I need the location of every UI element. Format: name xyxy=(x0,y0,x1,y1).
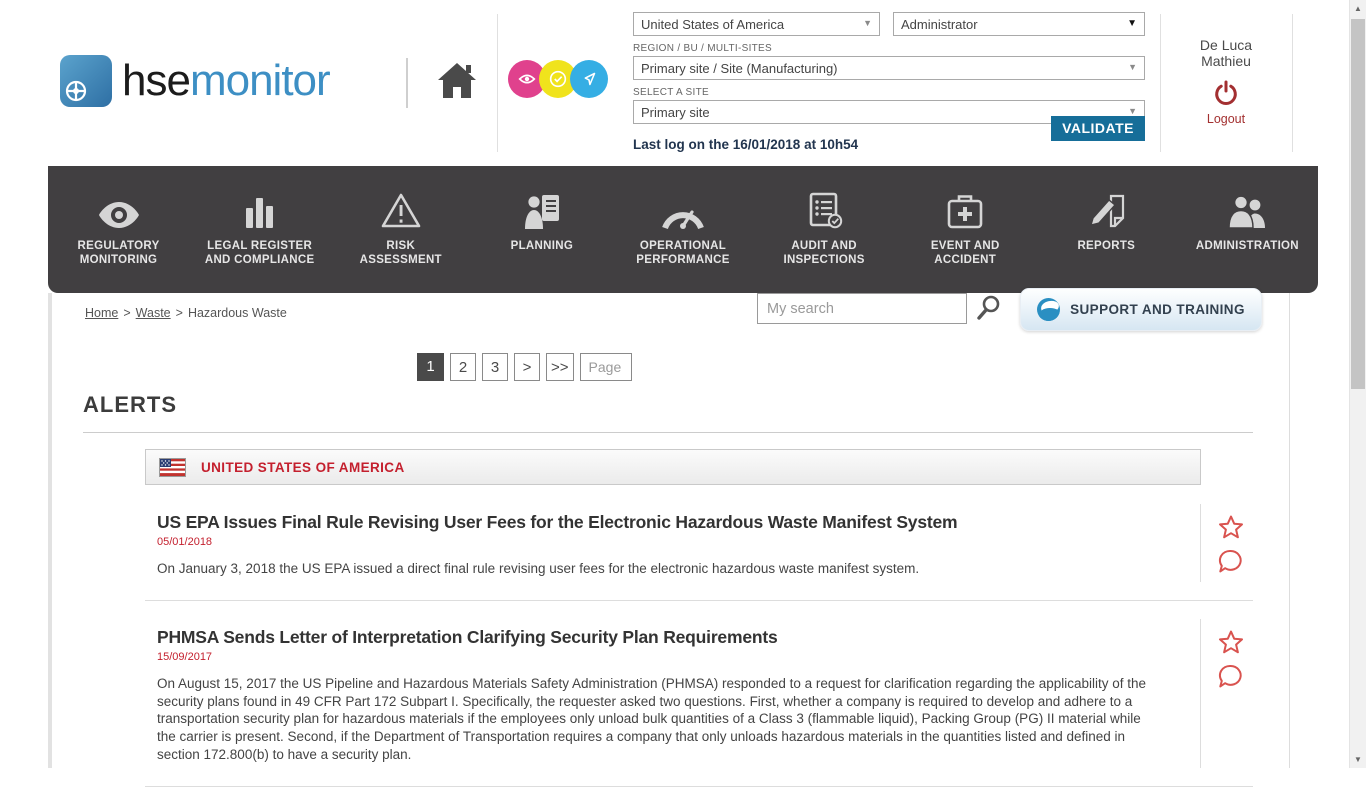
logo-globe-icon xyxy=(60,55,112,107)
search-input[interactable] xyxy=(757,293,967,324)
alert-summary: On August 15, 2017 the US Pipeline and Hazardous Materials Safety Administration (PHMSA) responded to a request for clarification regarding the applicability of the security plans found in 49 CFR Part 172 Subpart I. Specifically, the requester asked two questions. First, whether a company is required to develop and adhere to a transportation security plan for hazardous materials if the employees only unload bulk quantities of a Class 3 (flammable liquid), Packing Group (PG) II material while the carrier is present. Second, if the Department of Transportation requires a company that only unloads hazardous materials in the quantities listed and defined in section 172.800(b) to have a security plan. xyxy=(157,675,1147,763)
alert-title-link[interactable]: PHMSA Sends Letter of Interpretation Clarifying Security Plan Requirements xyxy=(157,626,778,647)
breadcrumb-current: Hazardous Waste xyxy=(187,306,287,320)
eye-icon xyxy=(48,186,189,230)
support-and-training-button[interactable] xyxy=(1020,288,1262,331)
country-section-header[interactable] xyxy=(145,449,1201,485)
chevron-down-icon: ▼ xyxy=(1128,106,1137,116)
header-divider xyxy=(406,58,408,108)
search-icon[interactable] xyxy=(975,294,1003,325)
pencil-paper-icon xyxy=(1036,186,1177,230)
pagination-page-3[interactable]: 3 xyxy=(482,353,508,381)
alert-actions xyxy=(1217,629,1245,690)
people-icon xyxy=(1177,186,1318,230)
support-icon xyxy=(1037,298,1060,321)
breadcrumb-separator: > xyxy=(123,306,131,320)
country-select-value: United States of America xyxy=(641,17,785,32)
region-select-value: Primary site / Site (Manufacturing) xyxy=(641,61,838,76)
comment-bubble-icon[interactable] xyxy=(1217,663,1245,690)
breadcrumb xyxy=(85,306,287,320)
nav-item-legal-register[interactable]: LEGAL REGISTER AND COMPLIANCE xyxy=(189,166,330,293)
alert-date: 15/09/2017 xyxy=(157,650,213,663)
pagination-page-1-current[interactable]: 1 xyxy=(417,353,444,381)
support-button-label: SUPPORT AND TRAINING xyxy=(1070,302,1245,317)
alert-actions xyxy=(1217,514,1245,575)
user-panel-divider xyxy=(1292,14,1293,152)
nav-item-operational-performance[interactable]: OPERATIONAL PERFORMANCE xyxy=(612,166,753,293)
home-icon[interactable] xyxy=(436,60,478,105)
nav-item-audit-inspections[interactable]: AUDIT AND INSPECTIONS xyxy=(754,166,895,293)
chevron-down-icon: ▼ xyxy=(1127,18,1137,29)
logo-hse-text: hse xyxy=(122,56,190,105)
logo-wordmark xyxy=(122,56,330,105)
content-right-border xyxy=(1289,293,1290,768)
checklist-icon xyxy=(754,186,895,230)
alert-item xyxy=(145,601,1253,787)
logo-monitor-text: monitor xyxy=(189,56,330,105)
pagination-page-2[interactable]: 2 xyxy=(450,353,476,381)
role-select[interactable] xyxy=(893,12,1145,36)
pagination xyxy=(417,353,632,381)
user-panel xyxy=(1161,0,1291,166)
pagination-next-button[interactable]: > xyxy=(514,353,540,381)
site-select-value: Primary site xyxy=(641,105,710,120)
country-header-label: UNITED STATES OF AMERICA xyxy=(201,459,405,475)
module-circles xyxy=(508,60,608,98)
page-title: ALERTS xyxy=(83,392,177,417)
pagination-page-input[interactable] xyxy=(580,353,632,381)
browser-scrollbar[interactable] xyxy=(1349,0,1366,768)
title-divider xyxy=(83,432,1253,433)
usa-flag-icon xyxy=(159,458,186,477)
alert-actions-divider xyxy=(1200,619,1201,768)
scroll-up-icon[interactable]: ▲ xyxy=(1354,4,1362,13)
favorite-star-icon[interactable] xyxy=(1217,629,1245,656)
site-label: SELECT A SITE xyxy=(633,87,709,98)
nav-item-risk-assessment[interactable]: RISK ASSESSMENT xyxy=(330,166,471,293)
first-aid-icon xyxy=(895,186,1036,230)
validate-button[interactable]: VALIDATE xyxy=(1051,116,1145,141)
scroll-down-icon[interactable]: ▼ xyxy=(1354,755,1362,764)
alert-actions-divider xyxy=(1200,504,1201,582)
header xyxy=(0,0,1349,166)
pagination-last-button[interactable]: >> xyxy=(546,353,574,381)
nav-item-administration[interactable]: ADMINISTRATION xyxy=(1177,166,1318,293)
context-selects xyxy=(633,12,1145,152)
user-first-name: De Luca xyxy=(1199,37,1253,53)
nav-item-event-accident[interactable]: EVENT AND ACCIDENT xyxy=(895,166,1036,293)
person-document-icon xyxy=(471,186,612,230)
bar-chart-icon xyxy=(189,186,330,230)
content-left-border xyxy=(48,293,52,768)
compass-circle-icon xyxy=(570,60,608,98)
app-logo xyxy=(60,55,330,107)
nav-item-planning[interactable]: PLANNING xyxy=(471,166,612,293)
breadcrumb-waste-link[interactable]: Waste xyxy=(135,306,171,320)
chevron-down-icon: ▼ xyxy=(863,18,872,28)
header-separator xyxy=(497,14,498,152)
region-label: REGION / BU / MULTI-SITES xyxy=(633,43,772,54)
country-select[interactable] xyxy=(633,12,880,36)
role-select-value: Administrator xyxy=(901,17,978,32)
alert-list xyxy=(145,486,1253,787)
alert-summary: On January 3, 2018 the US EPA issued a direct final rule revising user fees for the electronic hazardous waste manifest system. xyxy=(157,561,920,576)
alert-item xyxy=(145,486,1253,601)
last-log-text: Last log on the 16/01/2018 at 10h54 xyxy=(633,137,859,152)
alert-date: 05/01/2018 xyxy=(157,536,213,548)
alert-title-link[interactable]: US EPA Issues Final Rule Revising User Fees for the Electronic Hazardous Waste Manifest System xyxy=(157,512,958,532)
chevron-down-icon: ▼ xyxy=(1128,62,1137,72)
region-select[interactable] xyxy=(633,56,1145,80)
main-navigation xyxy=(48,166,1318,293)
user-last-name: Mathieu xyxy=(1201,53,1251,70)
warning-triangle-icon xyxy=(330,186,471,230)
user-name xyxy=(1161,37,1291,69)
logout-link[interactable]: Logout xyxy=(1206,112,1246,127)
nav-item-regulatory-monitoring[interactable]: REGULATORY MONITORING xyxy=(48,166,189,293)
favorite-star-icon[interactable] xyxy=(1217,514,1245,541)
breadcrumb-separator: > xyxy=(175,306,183,320)
nav-item-reports[interactable]: REPORTS xyxy=(1036,166,1177,293)
gauge-icon xyxy=(612,186,753,230)
power-icon[interactable] xyxy=(1213,80,1239,111)
comment-bubble-icon[interactable] xyxy=(1217,548,1245,575)
scrollbar-thumb[interactable] xyxy=(1351,19,1365,389)
breadcrumb-home-link[interactable]: Home xyxy=(85,306,119,320)
